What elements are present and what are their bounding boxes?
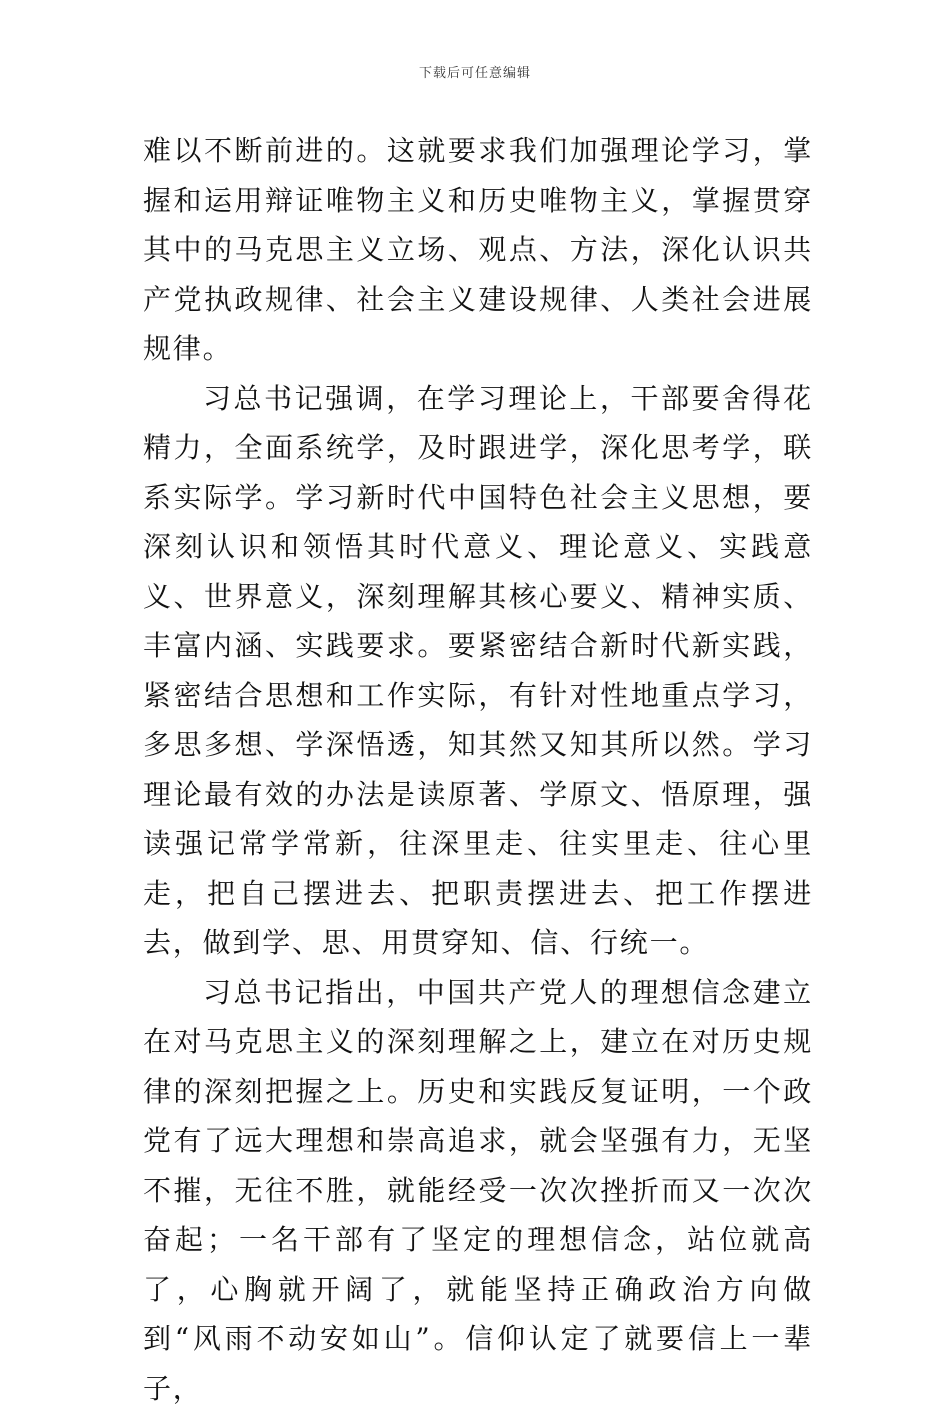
document-body	[143, 126, 813, 1413]
paragraph-theory-study: 习总书记强调，在学习理论上，干部要舍得花精力，全面系统学，及时跟进学，深化思考学，联系实际学。学习新时代中国特色社会主义思想，要深刻认识和领悟其时代意义、理论意义、实践意义、世界意义，深刻理解其核心要义、精神实质、丰富内涵、实践要求。要紧密结合新时代新实践，紧密结合思想和工作实际，有针对性地重点学习，多思多想、学深悟透，知其然又知其所以然。学习理论最有效的办法是读原著、学原文、悟原理，强读强记常学常新，往深里走、往实里走、往心里走，把自己摆进去、把职责摆进去、把工作摆进去，做到学、思、用贯穿知、信、行统一。	[143, 374, 813, 968]
paragraph-ideals-belief: 习总书记指出，中国共产党人的理想信念建立在对马克思主义的深刻理解之上，建立在对历史规律的深刻把握之上。历史和实践反复证明，一个政党有了远大理想和崇高追求，就会坚强有力，无坚不摧，无往不胜，就能经受一次次挫折而又一次次奋起；一名干部有了坚定的理想信念，站位就高了，心胸就开阔了，就能坚持正确政治方向做到“风雨不动安如山”。信仰认定了就要信上一辈子，	[143, 968, 813, 1413]
page-header-note: 下载后可任意编辑	[0, 62, 950, 81]
paragraph-continuation: 难以不断前进的。这就要求我们加强理论学习，掌握和运用辩证唯物主义和历史唯物主义，掌握贯穿其中的马克思主义立场、观点、方法，深化认识共产党执政规律、社会主义建设规律、人类社会进展规律。	[143, 126, 813, 374]
